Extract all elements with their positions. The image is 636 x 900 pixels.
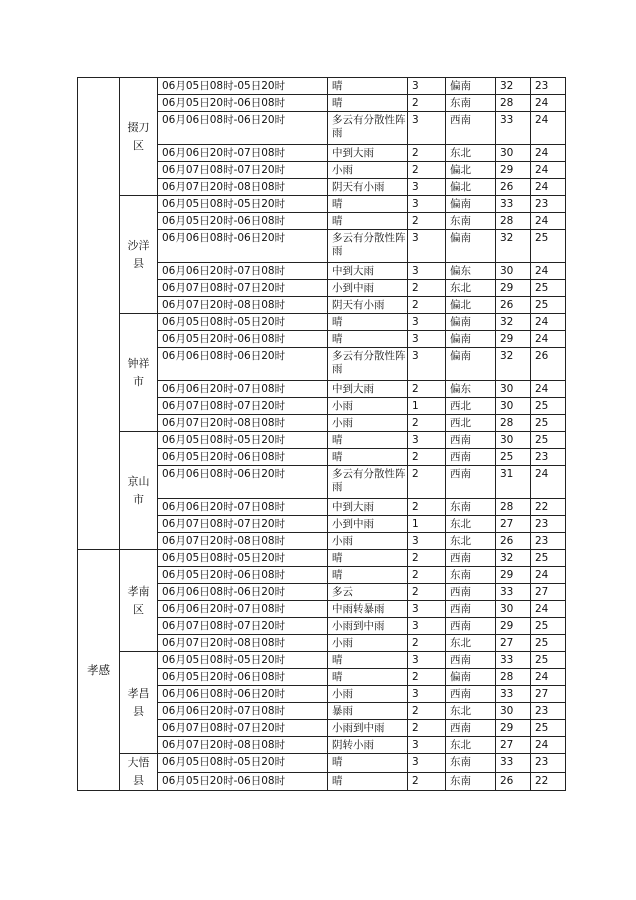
min-temp-cell: 25 [531,432,566,449]
min-temp-cell: 23 [531,754,566,773]
max-temp-cell: 26 [496,533,531,550]
max-temp-cell: 33 [496,686,531,703]
wind-direction-cell: 东北 [446,533,496,550]
wind-direction-cell: 偏南 [446,331,496,348]
time-cell: 06月05日08时-05日20时 [158,196,328,213]
wind-level-cell: 3 [408,754,446,773]
wind-direction-cell: 偏北 [446,162,496,179]
time-cell: 06月07日08时-07日20时 [158,618,328,635]
min-temp-cell: 24 [531,314,566,331]
min-temp-cell: 25 [531,230,566,263]
table-row [78,432,566,449]
wind-direction-cell: 西北 [446,415,496,432]
time-cell: 06月06日20时-07日08时 [158,601,328,618]
min-temp-cell: 23 [531,516,566,533]
time-cell: 06月05日20时-06日08时 [158,772,328,791]
county-name-line: 区 [133,138,144,152]
min-temp-cell: 24 [531,466,566,499]
max-temp-cell: 28 [496,669,531,686]
wind-direction-cell: 西北 [446,398,496,415]
weather-cell: 中到大雨 [328,499,408,516]
max-temp-cell: 32 [496,348,531,381]
wind-level-cell: 1 [408,398,446,415]
min-temp-cell: 25 [531,415,566,432]
min-temp-cell: 23 [531,78,566,95]
min-temp-cell: 22 [531,499,566,516]
weather-cell: 小雨 [328,686,408,703]
wind-level-cell: 3 [408,432,446,449]
min-temp-cell: 25 [531,652,566,669]
wind-direction-cell: 东南 [446,567,496,584]
time-cell: 06月07日08时-07日20时 [158,162,328,179]
min-temp-cell: 25 [531,280,566,297]
min-temp-cell: 25 [531,720,566,737]
time-cell: 06月05日20时-06日08时 [158,213,328,230]
region-name [78,78,120,550]
weather-cell: 多云有分散性阵雨 [328,230,408,263]
county-name-line: 市 [133,374,144,388]
time-cell: 06月06日20时-07日08时 [158,381,328,398]
wind-level-cell: 3 [408,652,446,669]
wind-level-cell: 2 [408,280,446,297]
wind-level-cell: 3 [408,331,446,348]
time-cell: 06月07日08时-07日20时 [158,280,328,297]
wind-direction-cell: 西南 [446,584,496,601]
max-temp-cell: 32 [496,314,531,331]
max-temp-cell: 31 [496,466,531,499]
wind-level-cell: 2 [408,145,446,162]
wind-direction-cell: 偏东 [446,381,496,398]
min-temp-cell: 24 [531,567,566,584]
min-temp-cell: 25 [531,635,566,652]
min-temp-cell: 24 [531,669,566,686]
max-temp-cell: 32 [496,230,531,263]
time-cell: 06月07日20时-08日08时 [158,297,328,314]
county-name-line: 县 [133,774,144,787]
wind-level-cell: 2 [408,162,446,179]
max-temp-cell: 33 [496,652,531,669]
weather-cell: 多云 [328,584,408,601]
max-temp-cell: 29 [496,331,531,348]
wind-level-cell: 2 [408,449,446,466]
min-temp-cell: 27 [531,584,566,601]
wind-level-cell: 2 [408,584,446,601]
min-temp-cell: 24 [531,331,566,348]
table-row [78,78,566,95]
table-row [78,652,566,669]
wind-direction-cell: 东北 [446,145,496,162]
max-temp-cell: 29 [496,280,531,297]
wind-direction-cell: 东南 [446,499,496,516]
time-cell: 06月06日08时-06日20时 [158,584,328,601]
wind-direction-cell: 东南 [446,95,496,112]
time-cell: 06月07日08时-07日20时 [158,516,328,533]
time-cell: 06月05日20时-06日08时 [158,331,328,348]
wind-level-cell: 2 [408,466,446,499]
wind-direction-cell: 西南 [446,686,496,703]
wind-direction-cell: 偏东 [446,263,496,280]
time-cell: 06月06日20时-07日08时 [158,145,328,162]
county-name [120,78,158,196]
max-temp-cell: 30 [496,398,531,415]
wind-direction-cell: 西南 [446,449,496,466]
weather-cell: 小雨 [328,533,408,550]
min-temp-cell: 23 [531,533,566,550]
min-temp-cell: 25 [531,398,566,415]
time-cell: 06月07日20时-08日08时 [158,533,328,550]
county-name [120,550,158,652]
min-temp-cell: 24 [531,737,566,754]
time-cell: 06月07日08时-07日20时 [158,720,328,737]
table-row [78,754,566,773]
wind-level-cell: 3 [408,686,446,703]
county-name-line: 大悟 [127,756,150,769]
max-temp-cell: 29 [496,720,531,737]
wind-level-cell: 3 [408,112,446,145]
weather-cell: 晴 [328,449,408,466]
wind-level-cell: 2 [408,381,446,398]
max-temp-cell: 30 [496,703,531,720]
time-cell: 06月07日20时-08日08时 [158,737,328,754]
time-cell: 06月06日08时-06日20时 [158,466,328,499]
weather-cell: 晴 [328,78,408,95]
wind-level-cell: 1 [408,516,446,533]
time-cell: 06月05日08时-05日20时 [158,314,328,331]
weather-cell: 小到中雨 [328,280,408,297]
time-cell: 06月07日08时-07日20时 [158,398,328,415]
min-temp-cell: 25 [531,550,566,567]
wind-level-cell: 3 [408,601,446,618]
wind-direction-cell: 西南 [446,466,496,499]
weather-cell: 晴 [328,652,408,669]
time-cell: 06月05日08时-05日20时 [158,550,328,567]
region-name: 孝感 [78,550,120,791]
wind-level-cell: 2 [408,669,446,686]
max-temp-cell: 28 [496,95,531,112]
wind-direction-cell: 东北 [446,635,496,652]
max-temp-cell: 30 [496,145,531,162]
max-temp-cell: 27 [496,635,531,652]
county-name-line: 孝南 [127,584,150,598]
time-cell: 06月05日20时-06日08时 [158,95,328,112]
wind-level-cell: 2 [408,550,446,567]
max-temp-cell: 29 [496,567,531,584]
max-temp-cell: 33 [496,196,531,213]
wind-direction-cell: 偏北 [446,179,496,196]
wind-level-cell: 3 [408,737,446,754]
weather-cell: 中到大雨 [328,381,408,398]
time-cell: 06月05日08时-05日20时 [158,652,328,669]
wind-level-cell: 2 [408,297,446,314]
min-temp-cell: 24 [531,601,566,618]
max-temp-cell: 29 [496,162,531,179]
weather-cell: 中到大雨 [328,145,408,162]
max-temp-cell: 30 [496,601,531,618]
min-temp-cell: 23 [531,703,566,720]
max-temp-cell: 30 [496,263,531,280]
wind-level-cell: 2 [408,213,446,230]
wind-level-cell: 3 [408,196,446,213]
min-temp-cell: 22 [531,772,566,791]
wind-level-cell: 2 [408,415,446,432]
county-name-line: 沙洋 [127,238,150,252]
wind-level-cell: 2 [408,499,446,516]
weather-cell: 晴 [328,669,408,686]
wind-level-cell: 3 [408,348,446,381]
time-cell: 06月05日20时-06日08时 [158,449,328,466]
county-name-line: 县 [133,256,144,270]
min-temp-cell: 24 [531,213,566,230]
county-name [120,754,158,791]
weather-cell: 中雨转暴雨 [328,601,408,618]
time-cell: 06月06日20时-07日08时 [158,703,328,720]
max-temp-cell: 28 [496,415,531,432]
min-temp-cell: 27 [531,686,566,703]
weather-cell: 晴 [328,772,408,791]
min-temp-cell: 24 [531,112,566,145]
weather-cell: 晴 [328,95,408,112]
weather-cell: 多云有分散性阵雨 [328,466,408,499]
wind-level-cell: 2 [408,95,446,112]
weather-cell: 小雨 [328,415,408,432]
time-cell: 06月06日08时-06日20时 [158,112,328,145]
max-temp-cell: 33 [496,754,531,773]
wind-direction-cell: 偏南 [446,78,496,95]
min-temp-cell: 24 [531,145,566,162]
wind-direction-cell: 西南 [446,618,496,635]
county-name-line: 京山 [127,474,150,488]
wind-level-cell: 3 [408,533,446,550]
max-temp-cell: 27 [496,516,531,533]
max-temp-cell: 30 [496,432,531,449]
wind-direction-cell: 偏北 [446,297,496,314]
weather-cell: 晴 [328,213,408,230]
time-cell: 06月06日20时-07日08时 [158,499,328,516]
wind-level-cell: 3 [408,78,446,95]
max-temp-cell: 25 [496,449,531,466]
weather-cell: 阴天有小雨 [328,179,408,196]
weather-cell: 小雨 [328,398,408,415]
county-name-line: 孝昌 [127,686,150,700]
weather-cell: 小雨到中雨 [328,720,408,737]
time-cell: 06月06日08时-06日20时 [158,686,328,703]
table-row [78,314,566,331]
weather-cell: 暴雨 [328,703,408,720]
wind-direction-cell: 东南 [446,213,496,230]
max-temp-cell: 33 [496,112,531,145]
wind-level-cell: 3 [408,230,446,263]
max-temp-cell: 29 [496,618,531,635]
wind-direction-cell: 西南 [446,112,496,145]
time-cell: 06月05日20时-06日08时 [158,669,328,686]
time-cell: 06月06日20时-07日08时 [158,263,328,280]
county-name [120,432,158,550]
wind-level-cell: 2 [408,720,446,737]
wind-level-cell: 2 [408,567,446,584]
wind-level-cell: 3 [408,314,446,331]
wind-direction-cell: 东北 [446,737,496,754]
min-temp-cell: 24 [531,179,566,196]
max-temp-cell: 26 [496,772,531,791]
wind-direction-cell: 偏南 [446,348,496,381]
weather-cell: 晴 [328,432,408,449]
county-name-line: 钟祥 [127,356,150,370]
weather-cell: 晴 [328,331,408,348]
wind-direction-cell: 西南 [446,652,496,669]
weather-cell: 阴转小雨 [328,737,408,754]
time-cell: 06月05日08时-05日20时 [158,432,328,449]
wind-level-cell: 3 [408,179,446,196]
max-temp-cell: 32 [496,78,531,95]
county-name-line: 区 [133,602,144,616]
min-temp-cell: 24 [531,162,566,179]
weather-cell: 阴天有小雨 [328,297,408,314]
wind-level-cell: 3 [408,618,446,635]
county-name-line: 市 [133,492,144,506]
time-cell: 06月07日20时-08日08时 [158,415,328,432]
weather-cell: 小雨 [328,162,408,179]
min-temp-cell: 23 [531,196,566,213]
wind-direction-cell: 东南 [446,754,496,773]
weather-cell: 小雨到中雨 [328,618,408,635]
time-cell: 06月06日08时-06日20时 [158,230,328,263]
weather-cell: 晴 [328,754,408,773]
wind-direction-cell: 偏南 [446,314,496,331]
wind-direction-cell: 西南 [446,432,496,449]
wind-direction-cell: 东北 [446,280,496,297]
wind-level-cell: 2 [408,635,446,652]
min-temp-cell: 24 [531,95,566,112]
wind-direction-cell: 偏南 [446,230,496,263]
county-name-line: 县 [133,704,144,718]
time-cell: 06月07日20时-08日08时 [158,179,328,196]
wind-direction-cell: 西南 [446,550,496,567]
table-row [78,196,566,213]
wind-level-cell: 3 [408,263,446,280]
county-name [120,314,158,432]
max-temp-cell: 30 [496,381,531,398]
max-temp-cell: 26 [496,179,531,196]
min-temp-cell: 25 [531,618,566,635]
weather-cell: 晴 [328,567,408,584]
max-temp-cell: 26 [496,297,531,314]
max-temp-cell: 28 [496,213,531,230]
county-name [120,652,158,754]
weather-forecast-table [77,77,566,791]
wind-direction-cell: 东北 [446,516,496,533]
min-temp-cell: 26 [531,348,566,381]
time-cell: 06月07日20时-08日08时 [158,635,328,652]
time-cell: 06月06日08时-06日20时 [158,348,328,381]
wind-level-cell: 2 [408,703,446,720]
weather-cell: 中到大雨 [328,263,408,280]
wind-direction-cell: 西南 [446,601,496,618]
time-cell: 06月05日08时-05日20时 [158,78,328,95]
max-temp-cell: 28 [496,499,531,516]
weather-cell: 晴 [328,196,408,213]
wind-direction-cell: 东南 [446,772,496,791]
weather-cell: 晴 [328,550,408,567]
max-temp-cell: 27 [496,737,531,754]
weather-cell: 小到中雨 [328,516,408,533]
time-cell: 06月05日20时-06日08时 [158,567,328,584]
weather-cell: 多云有分散性阵雨 [328,348,408,381]
wind-direction-cell: 西南 [446,720,496,737]
wind-direction-cell: 偏南 [446,669,496,686]
max-temp-cell: 32 [496,550,531,567]
table-row [78,550,566,567]
wind-direction-cell: 东北 [446,703,496,720]
county-name [120,196,158,314]
county-name-line: 掇刀 [127,120,150,134]
max-temp-cell: 33 [496,584,531,601]
min-temp-cell: 25 [531,297,566,314]
wind-direction-cell: 偏南 [446,196,496,213]
time-cell: 06月05日08时-05日20时 [158,754,328,773]
wind-level-cell: 2 [408,772,446,791]
min-temp-cell: 23 [531,449,566,466]
weather-cell: 小雨 [328,635,408,652]
min-temp-cell: 24 [531,381,566,398]
weather-cell: 晴 [328,314,408,331]
min-temp-cell: 24 [531,263,566,280]
weather-cell: 多云有分散性阵雨 [328,112,408,145]
